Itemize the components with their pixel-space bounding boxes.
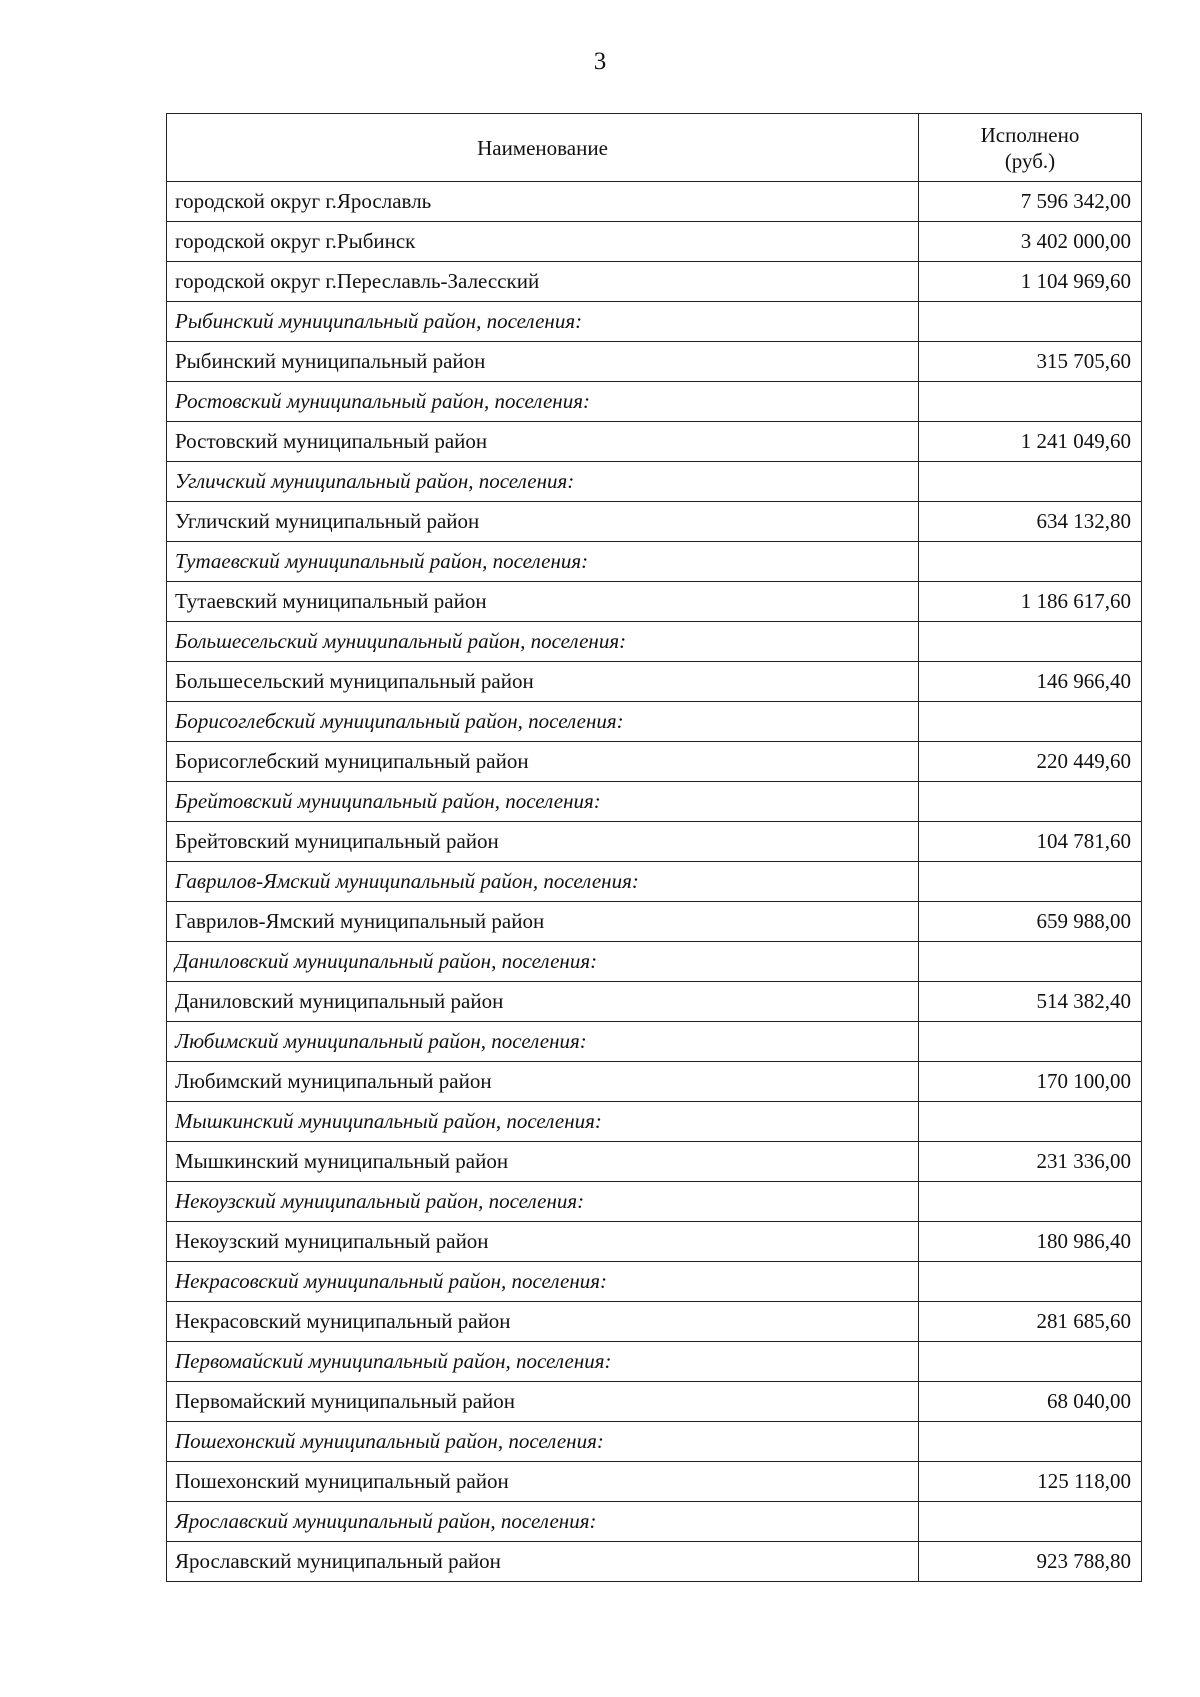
- amount-cell: 1 104 969,60: [919, 262, 1142, 302]
- table-row: [167, 1302, 1142, 1342]
- amount-cell: [919, 302, 1142, 342]
- table-group-row: [167, 622, 1142, 662]
- table-group-row: [167, 1022, 1142, 1062]
- table-row: [167, 822, 1142, 862]
- amount-cell: 923 788,80: [919, 1542, 1142, 1582]
- name-cell: Даниловский муниципальный район: [167, 982, 919, 1022]
- amount-cell: 3 402 000,00: [919, 222, 1142, 262]
- amount-cell: 1 241 049,60: [919, 422, 1142, 462]
- group-heading-cell: Некрасовский муниципальный район, поселения:: [167, 1262, 919, 1302]
- name-cell: Пошехонский муниципальный район: [167, 1462, 919, 1502]
- table-row: [167, 1142, 1142, 1182]
- allocation-table: [166, 113, 1142, 1582]
- amount-cell: [919, 942, 1142, 982]
- group-heading-cell: Брейтовский муниципальный район, поселения:: [167, 782, 919, 822]
- table-row: [167, 342, 1142, 382]
- amount-cell: [919, 1022, 1142, 1062]
- amount-cell: [919, 542, 1142, 582]
- name-cell: Большесельский муниципальный район: [167, 662, 919, 702]
- amount-cell: [919, 1182, 1142, 1222]
- table-group-row: [167, 1102, 1142, 1142]
- table-row: [167, 1462, 1142, 1502]
- name-cell: Тутаевский муниципальный район: [167, 582, 919, 622]
- name-cell: Угличский муниципальный район: [167, 502, 919, 542]
- table-row: [167, 582, 1142, 622]
- table-group-row: [167, 302, 1142, 342]
- table-row: [167, 1382, 1142, 1422]
- group-heading-cell: Даниловский муниципальный район, поселения:: [167, 942, 919, 982]
- amount-cell: 231 336,00: [919, 1142, 1142, 1182]
- name-cell: Брейтовский муниципальный район: [167, 822, 919, 862]
- amount-cell: [919, 702, 1142, 742]
- amount-cell: [919, 462, 1142, 502]
- table-row: [167, 1062, 1142, 1102]
- name-cell: Некрасовский муниципальный район: [167, 1302, 919, 1342]
- table-group-row: [167, 462, 1142, 502]
- table-header-row: [167, 114, 1142, 182]
- table-row: [167, 982, 1142, 1022]
- amount-cell: [919, 622, 1142, 662]
- name-cell: Ярославский муниципальный район: [167, 1542, 919, 1582]
- amount-cell: 634 132,80: [919, 502, 1142, 542]
- amount-cell: 1 186 617,60: [919, 582, 1142, 622]
- table-group-row: [167, 862, 1142, 902]
- amount-cell: [919, 1102, 1142, 1142]
- column-header-amount-label: Исполнено: [980, 122, 1080, 147]
- table-group-row: [167, 542, 1142, 582]
- table-row: [167, 662, 1142, 702]
- group-heading-cell: Угличский муниципальный район, поселения:: [167, 462, 919, 502]
- amount-cell: [919, 1422, 1142, 1462]
- table-group-row: [167, 1422, 1142, 1462]
- amount-cell: 180 986,40: [919, 1222, 1142, 1262]
- table-group-row: [167, 1262, 1142, 1302]
- column-header-amount: [919, 114, 1142, 182]
- group-heading-cell: Борисоглебский муниципальный район, поселения:: [167, 702, 919, 742]
- amount-cell: 514 382,40: [919, 982, 1142, 1022]
- name-cell: городской округ г.Ярославль: [167, 182, 919, 222]
- table-body: [167, 182, 1142, 1582]
- table-row: [167, 1542, 1142, 1582]
- group-heading-cell: Тутаевский муниципальный район, поселения:: [167, 542, 919, 582]
- amount-cell: [919, 862, 1142, 902]
- name-cell: Любимский муниципальный район: [167, 1062, 919, 1102]
- table-row: [167, 422, 1142, 462]
- table-row: [167, 902, 1142, 942]
- group-heading-cell: Ярославский муниципальный район, поселения:: [167, 1502, 919, 1542]
- amount-cell: 104 781,60: [919, 822, 1142, 862]
- table-group-row: [167, 782, 1142, 822]
- amount-cell: 146 966,40: [919, 662, 1142, 702]
- name-cell: Борисоглебский муниципальный район: [167, 742, 919, 782]
- table-group-row: [167, 382, 1142, 422]
- name-cell: городской округ г.Рыбинск: [167, 222, 919, 262]
- group-heading-cell: Пошехонский муниципальный район, поселения:: [167, 1422, 919, 1462]
- group-heading-cell: Рыбинский муниципальный район, поселения:: [167, 302, 919, 342]
- name-cell: Гаврилов-Ямский муниципальный район: [167, 902, 919, 942]
- amount-cell: [919, 1342, 1142, 1382]
- amount-cell: 315 705,60: [919, 342, 1142, 382]
- group-heading-cell: Большесельский муниципальный район, поселения:: [167, 622, 919, 662]
- table-row: [167, 1222, 1142, 1262]
- amount-cell: [919, 382, 1142, 422]
- amount-cell: [919, 782, 1142, 822]
- amount-cell: 125 118,00: [919, 1462, 1142, 1502]
- group-heading-cell: Первомайский муниципальный район, поселения:: [167, 1342, 919, 1382]
- table-row: [167, 742, 1142, 782]
- group-heading-cell: Любимский муниципальный район, поселения:: [167, 1022, 919, 1062]
- table-row: [167, 262, 1142, 302]
- name-cell: городской округ г.Переславль-Залесский: [167, 262, 919, 302]
- name-cell: Ростовский муниципальный район: [167, 422, 919, 462]
- amount-cell: 220 449,60: [919, 742, 1142, 782]
- amount-cell: [919, 1502, 1142, 1542]
- name-cell: Мышкинский муниципальный район: [167, 1142, 919, 1182]
- amount-cell: 659 988,00: [919, 902, 1142, 942]
- page-number: 3: [593, 48, 607, 75]
- column-header-name: Наименование: [167, 114, 919, 182]
- amount-cell: 7 596 342,00: [919, 182, 1142, 222]
- name-cell: Некоузский муниципальный район: [167, 1222, 919, 1262]
- column-header-amount-unit: (руб.): [1004, 148, 1056, 173]
- table-group-row: [167, 1502, 1142, 1542]
- table-row: [167, 222, 1142, 262]
- group-heading-cell: Некоузский муниципальный район, поселения:: [167, 1182, 919, 1222]
- table-row: [167, 182, 1142, 222]
- amount-cell: 68 040,00: [919, 1382, 1142, 1422]
- group-heading-cell: Ростовский муниципальный район, поселения:: [167, 382, 919, 422]
- name-cell: Первомайский муниципальный район: [167, 1382, 919, 1422]
- table-group-row: [167, 942, 1142, 982]
- table-group-row: [167, 1182, 1142, 1222]
- group-heading-cell: Мышкинский муниципальный район, поселения:: [167, 1102, 919, 1142]
- group-heading-cell: Гаврилов-Ямский муниципальный район, поселения:: [167, 862, 919, 902]
- table-row: [167, 502, 1142, 542]
- table-group-row: [167, 702, 1142, 742]
- amount-cell: [919, 1262, 1142, 1302]
- amount-cell: 281 685,60: [919, 1302, 1142, 1342]
- table-group-row: [167, 1342, 1142, 1382]
- name-cell: Рыбинский муниципальный район: [167, 342, 919, 382]
- amount-cell: 170 100,00: [919, 1062, 1142, 1102]
